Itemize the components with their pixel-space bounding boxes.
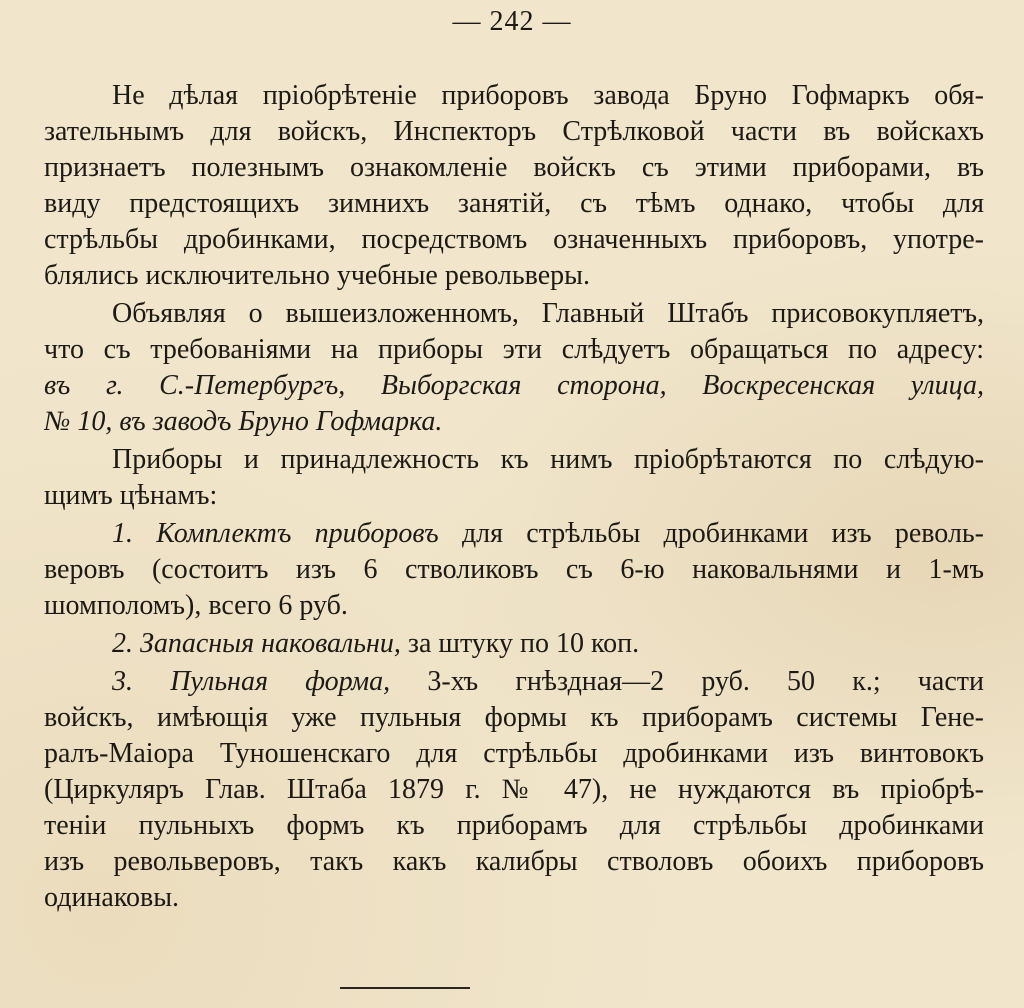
price-item-2-label: 2. Запасныя наковальни,	[112, 628, 401, 659]
paragraph-1-line: зательнымъ для войскъ, Инспекторъ Стрѣлковой части въ войскахъ	[44, 116, 984, 147]
paragraph-1-line: виду предстоящихъ зимнихъ занятій, съ тѣмъ однако, чтобы для	[44, 188, 984, 219]
price-item-3-line: одинаковы.	[44, 882, 180, 913]
paragraph-1-line: стрѣльбы дробинками, посредствомъ означенныхъ приборовъ, употре-	[44, 224, 984, 255]
address-line: № 10, въ заводъ Бруно Гофмарка.	[44, 406, 443, 437]
price-item-3-text: 3-хъ гнѣздная—2 руб. 50 к.; части	[427, 666, 984, 697]
price-item-3-line: (Циркуляръ Глав. Штаба 1879 г. № 47), не нуждаются въ пріобрѣ-	[44, 774, 984, 805]
paragraph-1-line: Не дѣлая пріобрѣтеніе приборовъ завода Бруно Гофмаркъ обя-	[112, 80, 984, 111]
paragraph-2-line: что съ требованіями на приборы эти слѣдуетъ обращаться по адресу:	[44, 334, 984, 365]
price-item-2-text: за штуку по 10 коп.	[407, 628, 640, 659]
price-item-3	[112, 664, 984, 700]
price-item-3-line: войскъ, имѣющія уже пульныя формы къ приборамъ системы Гене-	[44, 702, 984, 733]
closing-rule	[340, 987, 470, 989]
price-item-2	[112, 626, 984, 662]
price-item-3-line: изъ револьверовъ, такъ какъ калибры стволовъ обоихъ приборовъ	[44, 846, 984, 877]
address-line: въ г. С.-Петербургъ, Выборгская сторона, Воскресенская улица,	[44, 370, 984, 401]
price-item-3-line: ралъ-Маіора Туношенскаго для стрѣльбы дробинками изъ винтовокъ	[44, 738, 984, 769]
price-item-1-line: веровъ (состоитъ изъ 6 стволиковъ съ 6-ю наковальнями и 1-мъ	[44, 554, 984, 585]
paragraph-3-line: Приборы и принадлежность къ нимъ пріобрѣтаются по слѣдую-	[112, 444, 984, 475]
paragraph-1-line: блялись исключительно учебные револьверы.	[44, 260, 590, 291]
paragraph-1-line: признаетъ полезнымъ ознакомленіе войскъ съ этими приборами, въ	[44, 152, 984, 183]
price-item-3-line: теніи пульныхъ формъ къ приборамъ для стрѣльбы дробинками	[44, 810, 984, 841]
price-item-1-text: для стрѣльбы дробинками изъ револь-	[461, 518, 984, 549]
paragraph-3-line: щимъ цѣнамъ:	[44, 480, 218, 511]
paragraph-2-line: Объявляя о вышеизложенномъ, Главный Штабъ присовокупляетъ,	[112, 298, 984, 329]
price-item-1	[112, 516, 984, 552]
page-number: — 242 —	[452, 6, 572, 37]
price-item-1-line: шомполомъ), всего 6 руб.	[44, 590, 348, 621]
price-item-1-label: 1. Комплектъ приборовъ	[112, 518, 439, 549]
price-item-3-label: 3. Пульная форма,	[112, 666, 391, 697]
